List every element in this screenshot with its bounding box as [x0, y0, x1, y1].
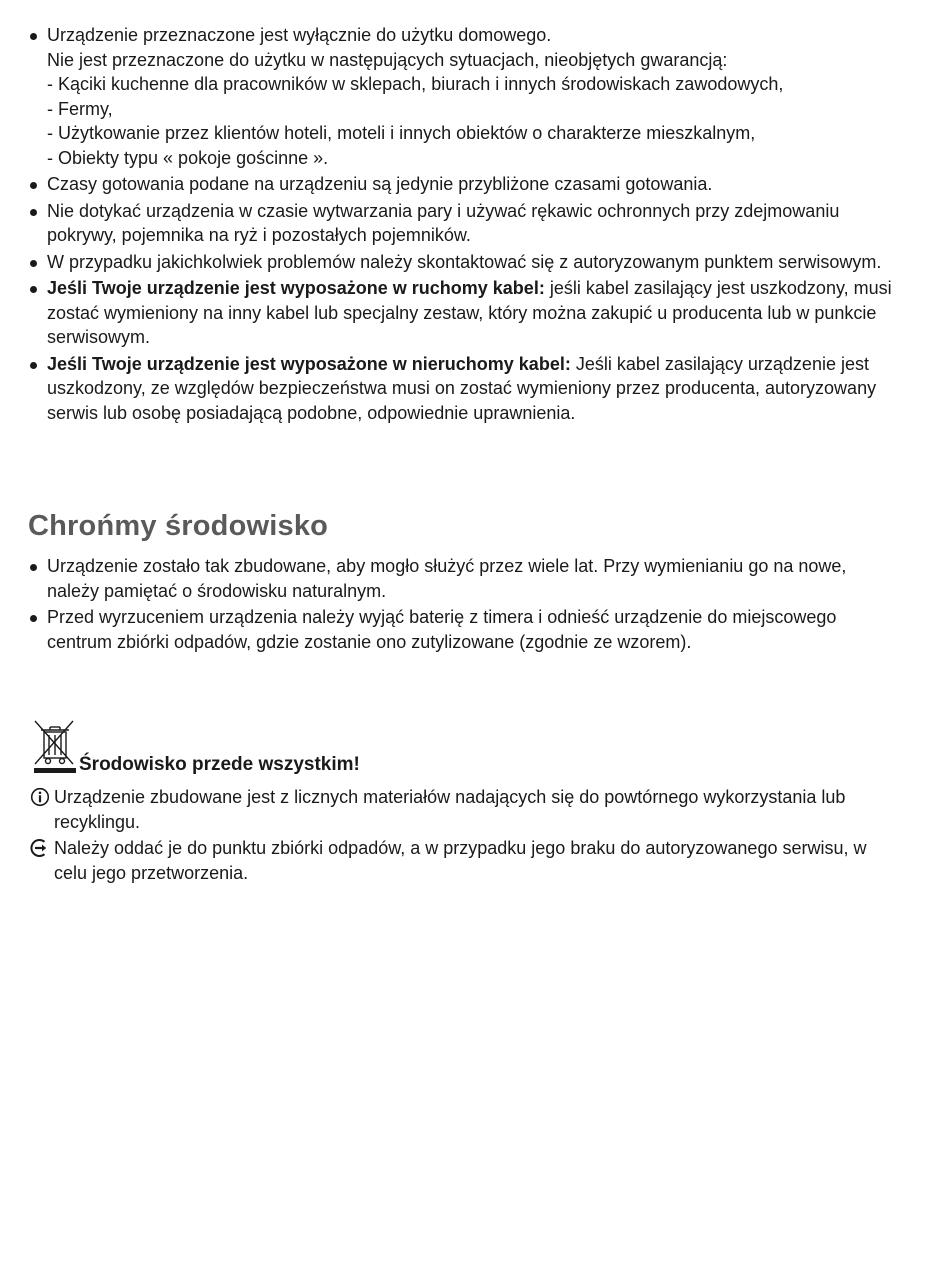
- list-item-text: Urządzenie zostało tak zbudowane, aby mogło służyć przez wiele lat. Przy wymienianiu go na nowe, należy pamiętać o środowisku naturalnym.: [47, 556, 847, 601]
- list-item: [30, 554, 900, 603]
- info-note: [30, 785, 900, 834]
- list-item-text: Nie dotykać urządzenia w czasie wytwarzania pary i używać rękawic ochronnych przy zdejmowaniu pokrywy, pojemnika na ryż i pozostałych pojemników.: [47, 200, 840, 245]
- list-item-bold: Jeśli Twoje urządzenie jest wyposażone w ruchomy kabel:: [47, 278, 545, 298]
- arrow-circle-icon: [30, 838, 50, 858]
- list-item: [30, 23, 900, 170]
- exclusion-item: - Użytkowanie przez klientów hoteli, moteli i innych obiektów o charakterze mieszkalnym,: [47, 123, 756, 143]
- arrow-note: [30, 836, 900, 885]
- list-item: [30, 276, 900, 350]
- exclusions-intro: Nie jest przeznaczone do użytku w następujących sytuacjach, nieobjętych gwarancją:: [47, 49, 728, 70]
- info-circle-icon: [30, 787, 50, 807]
- exclusion-item: - Fermy,: [47, 98, 113, 119]
- priority-notes: [30, 785, 900, 887]
- list-item: [30, 352, 900, 426]
- info-note-text: Urządzenie zbudowane jest z licznych materiałów nadających się do powtórnego wykorzystania lub recyklingu.: [54, 787, 846, 832]
- list-item-bold: Jeśli Twoje urządzenie jest wyposażone w nieruchomy kabel:: [47, 353, 571, 374]
- household-use-text: Urządzenie przeznaczone jest wyłącznie do użytku domowego.: [47, 25, 552, 45]
- list-item-text: Jeśli kabel zasilający urządzenie jest uszkodzony, ze względów bezpieczeństwa musi on zostać wymieniony przez producenta, autoryzowany serwis lub osobę posiadającą podobne, odpowiednie uprawnienia.: [47, 353, 877, 423]
- list-item: [30, 199, 900, 248]
- list-item-text: jeśli kabel zasilający jest uszkodzony, musi zostać wymieniony na inny kabel lub specjalny zestaw, który można zakupić u producenta lub w punkcie serwisowym.: [47, 278, 892, 347]
- safety-list: [30, 23, 900, 427]
- section-title: Chrońmy środowisko: [28, 510, 329, 542]
- list-item: [30, 605, 900, 654]
- list-item-text: W przypadku jakichkolwiek problemów należy skontaktować się z autoryzowanym punktem serwisowym.: [47, 251, 882, 272]
- list-item: [30, 250, 900, 275]
- arrow-note-text: Należy oddać je do punktu zbiórki odpadów, a w przypadku jego braku do autoryzowanego serwisu, w celu jego przetworzenia.: [54, 838, 867, 883]
- list-item-text: Czasy gotowania podane na urządzeniu są jedynie przybliżone czasami gotowania.: [47, 174, 713, 194]
- exclusion-item: - Kąciki kuchenne dla pracowników w sklepach, biurach i innych środowiskach zawodowych,: [47, 74, 784, 94]
- environment-list: [30, 554, 900, 656]
- crossed-bin-icon: [33, 718, 77, 774]
- list-item: [30, 172, 900, 197]
- exclusion-item: - Obiekty typu « pokoje gościnne ».: [47, 147, 329, 168]
- list-item-text: Przed wyrzuceniem urządzenia należy wyjąć baterię z timera i odnieść urządzenie do miejscowego centrum zbiórki odpadów, gdzie zostanie ono zutylizowane (zgodnie ze wzorem).: [47, 607, 837, 652]
- exclusions-list: [47, 72, 900, 170]
- priority-title: Środowisko przede wszystkim!: [79, 754, 360, 775]
